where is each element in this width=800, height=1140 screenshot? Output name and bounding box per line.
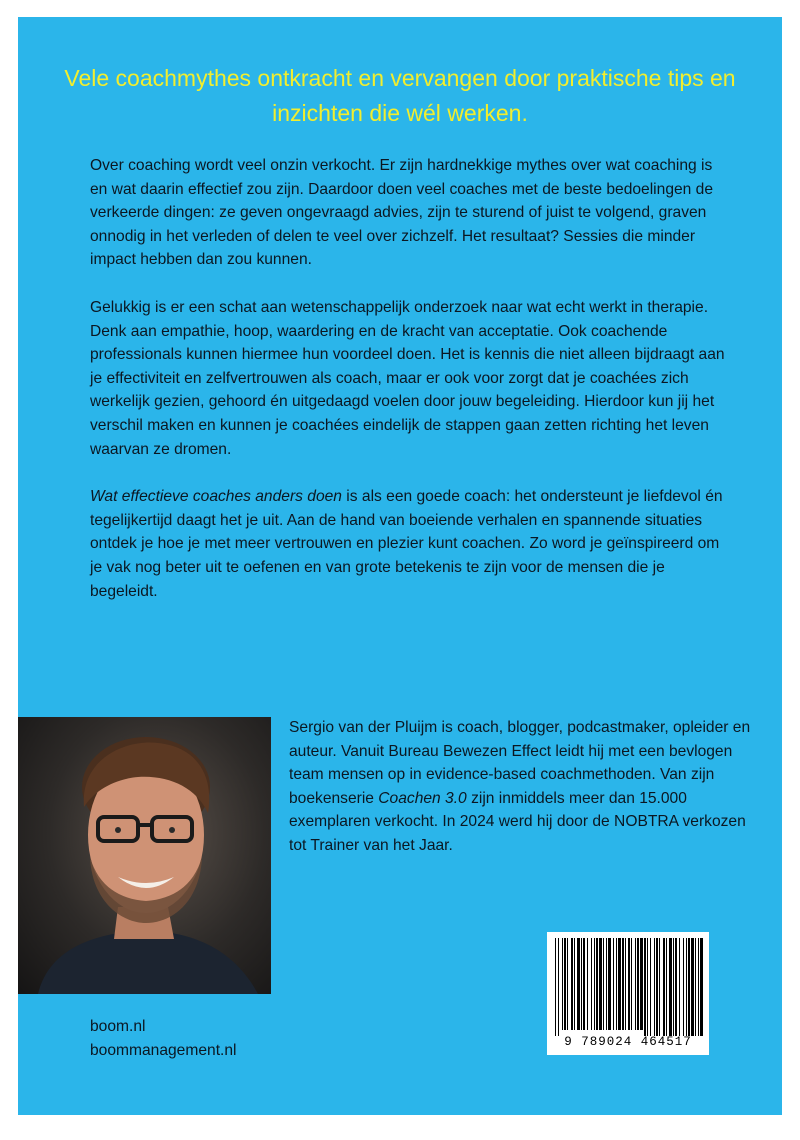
barcode-bar	[603, 938, 604, 1030]
barcode-bar	[691, 938, 694, 1036]
barcode-bar	[675, 938, 677, 1036]
back-cover	[18, 17, 782, 1115]
barcode-bar	[594, 938, 595, 1030]
author-bio	[289, 716, 759, 858]
barcode-bar	[644, 938, 646, 1036]
barcode-bar	[599, 938, 602, 1030]
blurb-paragraph-2: Gelukkig is er een schat aan wetenschappelijk onderzoek naar wat echt werkt in therapie. Denk aan empathie, hoop, waardering en de kracht van acceptatie. Ook coachende professionals kunnen hiermee hun voordeel doen. Het is kennis die niet alleen bijdraagt aan je effectiviteit en zelfvertrouwen als coach, maar er ook voor zorgt dat je coachées zich werkelijk gezien, gehoord én uitgedaagd voelen door jouw begeleiding. Hierdoor kun jij het verschil maken en kunnen je coachées eindelijk de stappen gaan zetten richting het leven waarvan ze dromen.	[90, 298, 725, 458]
barcode-bar	[571, 938, 573, 1030]
link-boom[interactable]: boom.nl	[90, 1018, 146, 1035]
barcode	[547, 932, 709, 1055]
barcode-bar	[574, 938, 575, 1030]
barcode-bar	[654, 938, 655, 1036]
author-portrait-illustration	[18, 717, 271, 994]
barcode-bar	[688, 938, 690, 1036]
blurb-paragraph-1: Over coaching wordt veel onzin verkocht. Er zijn hardnekkige mythes over wat coaching is en wat daarin effectief zou zijn. Daardoor doen veel coaches met de beste bedoelingen de verkeerde dingen: ze geven ongevraagd advies, zijn te sturend of juist te volgend, graven onnodig in het verleden of delen te veel over zichzelf. Het resultaat? Sessies die minder impact hebben dan zou kunnen.	[90, 157, 714, 269]
barcode-bar	[679, 938, 680, 1036]
blurb-paragraph-3	[90, 485, 730, 603]
barcode-bar	[591, 938, 592, 1030]
barcode-bar	[625, 938, 626, 1030]
barcode-bar	[558, 938, 559, 1036]
author-bio-end: zijn inmiddels meer dan 15.000 exemplaren verkocht. In 2024 werd hij door de NOBTRA verkozen tot Trainer van het Jaar.	[289, 789, 746, 854]
barcode-bar	[650, 938, 651, 1036]
barcode-bar	[695, 938, 696, 1036]
barcode-bar	[618, 938, 621, 1030]
barcode-bar	[583, 938, 585, 1030]
barcode-bar	[640, 938, 643, 1030]
barcode-bar	[622, 938, 624, 1030]
barcode-bar	[555, 938, 556, 1036]
link-boommanagement[interactable]: boommanagement.nl	[90, 1041, 237, 1059]
author-bio-start: Sergio van der Pluijm is coach, blogger, podcastmaker, opleider en auteur. Vanuit Bureau Bewezen Effect leidt hij met een bevlogen team mensen op in evidence-based coachmethoden. Van zijn boekenserie	[289, 719, 751, 807]
barcode-bar	[587, 938, 588, 1030]
blurb	[90, 154, 730, 627]
barcode-bar	[608, 938, 611, 1030]
barcode-bar	[596, 938, 598, 1030]
barcode-bar	[635, 938, 636, 1030]
author-photo	[18, 717, 271, 994]
barcode-bar	[659, 938, 660, 1036]
barcode-bar	[567, 938, 568, 1030]
barcode-bar	[564, 938, 566, 1030]
barcode-bar	[700, 938, 703, 1036]
series-title: Coachen 3.0	[378, 789, 467, 807]
barcode-bar	[683, 938, 684, 1036]
barcode-bar	[581, 938, 582, 1030]
barcode-bar	[686, 938, 687, 1036]
publisher-links	[90, 1015, 237, 1062]
barcode-bar	[631, 938, 632, 1030]
barcode-bar	[647, 938, 648, 1036]
barcode-bar	[606, 938, 607, 1030]
barcode-bar	[577, 938, 580, 1030]
barcode-bar	[562, 938, 563, 1030]
blurb-paragraph-3-text: is als een goede coach: het ondersteunt je liefdevol én tegelijkertijd daagt het je uit. Aan de hand van boeiende verhalen en spannende situaties ontdek je hoe je met meer vertrouwen en plezier kunt coachen. Zo word je geïnspireerd om je vak nog beter uit te oefenen en van grote betekenis te zijn voor de mensen die je begeleidt.	[90, 488, 723, 600]
book-title: Wat effectieve coaches anders doen	[90, 488, 342, 506]
barcode-bar	[656, 938, 658, 1036]
tagline: Vele coachmythes ontkracht en vervangen door praktische tips en inzichten die wél werken.	[64, 65, 736, 126]
barcode-bar	[673, 938, 674, 1036]
barcode-bar	[666, 938, 667, 1036]
barcode-bar	[698, 938, 699, 1036]
barcode-bar	[663, 938, 665, 1036]
barcode-bar	[616, 938, 617, 1030]
barcode-bar	[637, 938, 639, 1030]
barcode-bar	[669, 938, 672, 1036]
barcode-bar	[613, 938, 614, 1030]
isbn-number: 9 789024 464517	[564, 1035, 692, 1049]
barcode-bar	[628, 938, 630, 1030]
